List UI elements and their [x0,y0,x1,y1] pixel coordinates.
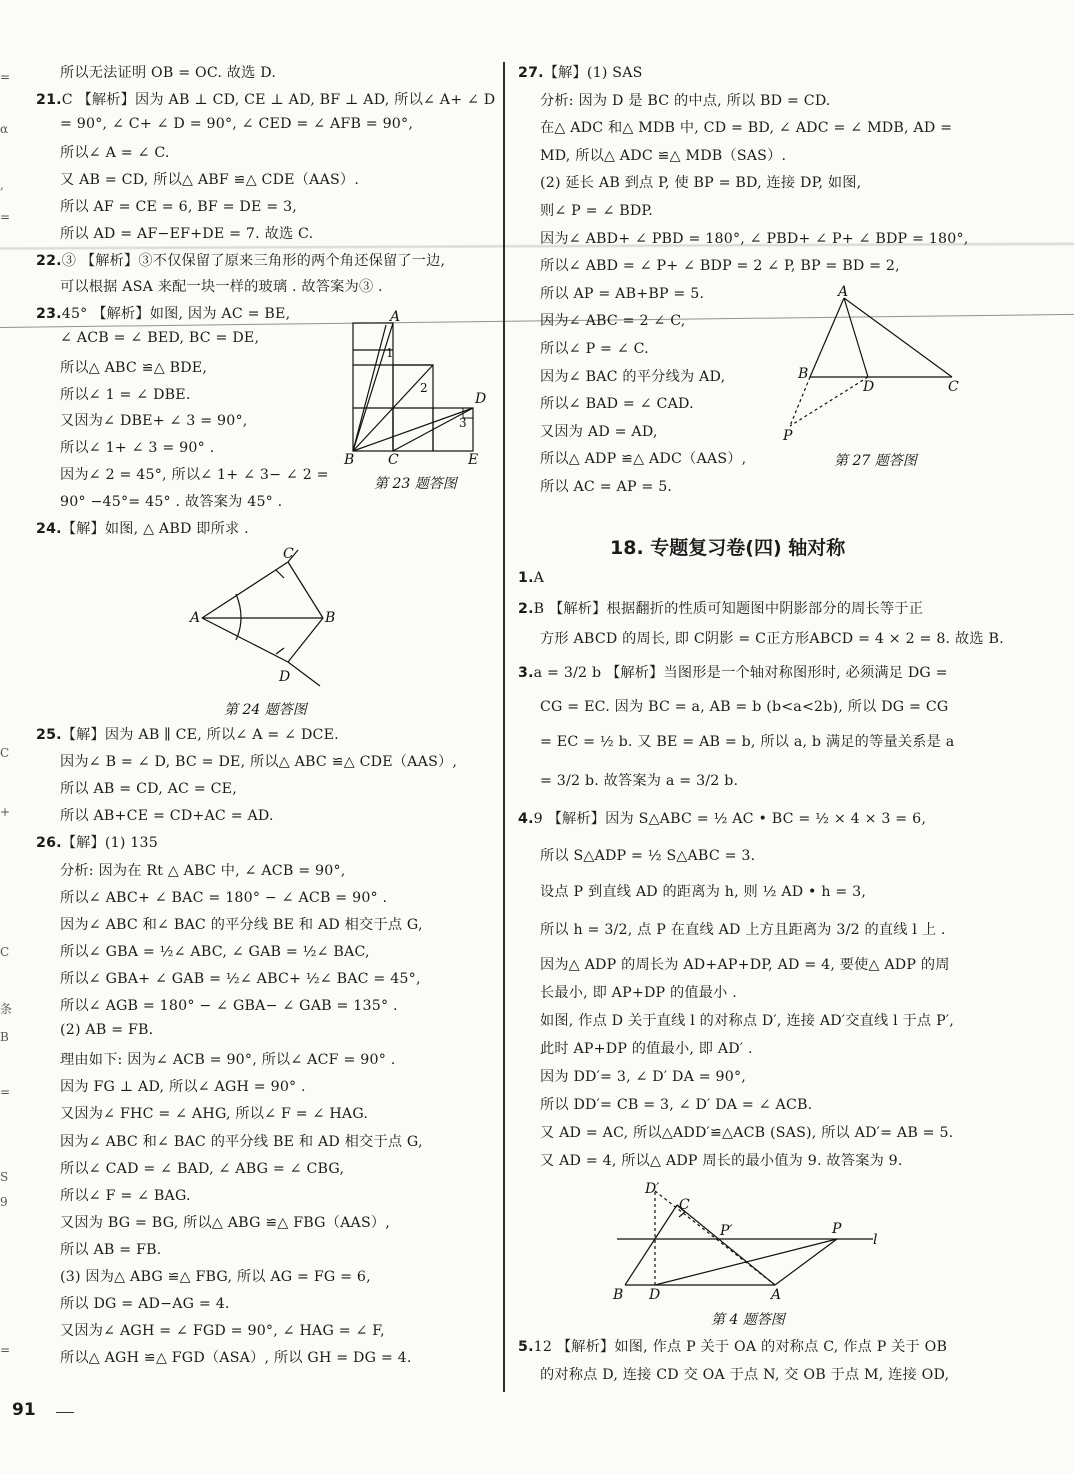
text-line [60,1320,385,1340]
line-text: 设点 P 到直线 AD 的距离为 h, 则 ½ AD • h = 3, [540,884,867,900]
fig4-caption: 第 4 题答图 [711,1312,785,1328]
text-line [60,169,359,189]
line-text: 所以∠ AGB = 180° − ∠ GBA− ∠ GAB = 135° . [60,998,398,1014]
line-text: 所以 DD′= CB = 3, ∠ D′ DA = ∠ ACB. [540,1097,813,1113]
line-text: 因为∠ 2 = 45°, 所以∠ 1+ ∠ 3− ∠ 2 = [60,467,329,483]
fig23-label-b: B [344,452,355,468]
line-text: = 3/2 b. 故答案为 a = 3/2 b. [540,773,739,789]
edge-fragment: = [0,210,11,224]
line-text: 所以△ ABC ≌△ BDE, [60,359,208,376]
edge-fragment: 条 [0,1002,13,1016]
text-line [60,941,370,961]
text-line [60,968,421,988]
line-text: 所以∠ 1+ ∠ 3 = 90° . [60,440,215,457]
line-text: 所以△ AGH ≌△ FGD（ASA）, 所以 GH = DG = 4. [60,1350,412,1367]
fig23-caption: 第 23 题答图 [374,476,457,492]
question-line [36,518,249,538]
line-text: 【解】如图, △ ABD 即所求 . [61,520,249,537]
line-text: 长最小, 即 AP+DP 的值最小 . [540,985,737,1001]
fig23-label-3: 3 [459,416,467,430]
line-text: 又 AD = 4, 所以△ ADP 周长的最小值为 9. 故答案为 9. [540,1153,903,1169]
line-text: 因为∠ BAC 的平分线为 AD, [540,368,726,385]
question-number: 1. [518,570,534,586]
line-text: 所以 h = 3/2, 点 P 在直线 AD 上方且距离为 3/2 的直线 l 上 . [540,922,946,938]
edge-fragment: C [0,746,10,760]
text-line [60,1103,368,1123]
line-text: 所以△ ADP ≌△ ADC（AAS）, [540,451,747,468]
text-line [540,1150,903,1170]
line-text: 所以∠ CAD = ∠ BAD, ∠ ABG = ∠ CBG, [60,1160,345,1177]
text-line [60,116,413,132]
text-line [60,62,276,82]
question-line [36,832,158,852]
line-text: B 【解析】根据翻折的性质可知题图中阴影部分的周长等于正 [533,601,924,617]
text-line [540,421,658,441]
text-line [540,1010,954,1030]
question-number: 22. [36,252,62,269]
question-line [518,62,643,82]
text-line [60,357,207,377]
fig23-label-d: D [475,391,487,407]
line-text: ③ 【解析】③不仅保留了原来三角形的两个角还保留了一边, [61,252,446,269]
line-text: 9 【解析】因为 S△ABC = ½ AC • BC = ½ × 4 × 3 = 6, [533,811,927,827]
fig27-label-d: D [863,379,875,395]
text-line [540,393,694,413]
line-text: 又因为 BG = BG, 所以△ ABG ≌△ FBG（AAS）, [60,1214,390,1231]
text-line [540,1066,746,1086]
figure-4 [605,1175,895,1334]
fig27-caption: 第 27 题答图 [834,453,917,469]
text-line [60,464,329,484]
question-number: 4. [518,811,534,827]
fig23-label-c: C [388,452,399,468]
fig24-label-c: C [283,546,294,562]
line-text: 因为∠ ABD+ ∠ PBD = 180°, ∠ PBD+ ∠ P+ ∠ BDP = 180°, [540,230,969,247]
section-title: 18. 专题复习卷(四) 轴对称 [610,537,846,559]
column-divider [503,62,505,1392]
question-number: 26. [36,835,62,852]
line-text: (2) 延长 AB 到点 P, 使 BP = BD, 连接 DP, 如图, [540,175,862,192]
text-line [60,330,259,346]
text-line [540,200,653,220]
fig24-label-d: D [279,669,291,685]
line-text: 所以∠ P = ∠ C. [540,341,649,357]
text-line [60,223,313,243]
text-line [540,90,831,110]
text-line [60,1185,191,1205]
question-line [518,598,923,618]
line-text: 理由如下: 因为∠ ACB = 90°, 所以∠ ACF = 90° . [60,1052,396,1069]
line-text: 分析: 因为在 Rt △ ABC 中, ∠ ACB = 90°, [60,862,346,879]
fig23-label-a: A [390,309,401,325]
line-text: 又因为 AD = AD, [540,423,658,440]
text-line [60,1158,344,1178]
text-line [60,1131,423,1151]
page-number: 91 [12,1400,36,1420]
line-text: MD, 所以△ ADC ≌△ MDB（SAS）. [540,147,787,164]
question-line [518,808,926,828]
fig27-label-p: P [783,428,793,444]
question-number: 21. [36,91,62,108]
fig4-label-d-prime: D′ [645,1181,660,1197]
line-text: 所以∠ GBA = ½∠ ABC, ∠ GAB = ½∠ BAC, [60,943,370,960]
text-line [540,954,950,974]
text-line [540,696,948,716]
line-text: 【解】(1) 135 [61,835,158,852]
text-line [540,731,954,751]
text-line [540,1122,953,1142]
text-line [60,1239,161,1259]
text-line [60,437,214,457]
text-line [540,117,952,137]
line-text: 的对称点 D, 连接 CD 交 OA 于点 N, 交 OB 于点 M, 连接 OD, [540,1367,950,1383]
text-line [60,751,457,771]
line-text: 【解】(1) SAS [543,65,643,81]
line-text: 此时 AP+DP 的值最小, 即 AD′ . [540,1041,753,1057]
fig27-label-a: A [838,284,849,300]
text-line [60,410,248,430]
line-text: 所以 AB+CE = CD+AC = AD. [60,808,274,825]
text-line [60,995,398,1015]
edge-fragment: = [0,1343,11,1357]
line-text: 所以无法证明 OB = OC. 故选 D. [60,65,277,81]
line-text: 因为∠ ABC 和∠ BAC 的平分线 BE 和 AD 相交于点 G, [60,916,423,933]
page-number-dash [56,1412,74,1413]
edge-fragment: , [0,178,4,192]
line-text: 所以 AB = CD, AC = CE, [60,781,237,798]
line-text: C 【解析】因为 AB ⊥ CD, CE ⊥ AD, BF ⊥ AD, 所以∠ A+ ∠ D [61,91,496,108]
line-text: 所以 AP = AB+BP = 5. [540,285,705,302]
question-line [36,89,495,109]
text-line [60,778,237,798]
edge-fragment: = [0,1085,11,1099]
line-text: 所以∠ GBA+ ∠ GAB = ½∠ ABC+ ½∠ BAC = 45°, [60,970,421,987]
text-line [60,196,297,216]
line-text: = 90°, ∠ C+ ∠ D = 90°, ∠ CED = ∠ AFB = 90°, [60,115,414,132]
line-text: 又 AB = CD, 所以△ ABF ≌△ CDE（AAS）. [60,172,360,189]
line-text: 所以 AF = CE = 6, BF = DE = 3, [60,199,297,215]
text-line [540,1094,812,1114]
text-line [540,228,968,248]
question-number: 5. [518,1339,534,1355]
figure-27 [780,283,980,477]
text-line [60,142,170,162]
fig4-label-c: C [679,1197,690,1213]
text-line [540,310,685,330]
fig23-label-e: E [468,452,479,468]
line-text: 又 AD = AC, 所以△ADD′≌△ACB (SAS), 所以 AD′= AB = 5. [540,1125,954,1141]
question-line [518,662,948,682]
fig4-label-p: P [832,1221,842,1237]
text-line [60,491,282,511]
text-line [540,881,866,901]
line-text: A [533,570,545,586]
line-text: 所以 AC = AP = 5. [540,479,673,495]
text-line [540,145,786,165]
line-text: (2) AB = FB. [60,1022,154,1039]
text-line [60,887,387,907]
line-text: 所以∠ ABC+ ∠ BAC = 180° − ∠ ACB = 90° . [60,889,388,906]
line-text: (3) 因为△ ABG ≌△ FBG, 所以 AG = FG = 6, [60,1269,371,1285]
line-text: 又因为∠ DBE+ ∠ 3 = 90°, [60,413,248,430]
line-text: ∠ ACB = ∠ BED, BC = DE, [60,330,260,346]
fig23-label-2: 2 [420,381,428,395]
fig4-label-a: A [771,1287,782,1303]
question-number: 25. [36,727,62,743]
line-text: 因为∠ ABC 和∠ BAC 的平分线 BE 和 AD 相交于点 G, [60,1133,423,1150]
question-number: 24. [36,520,62,537]
edge-fragment: B [0,1030,9,1044]
question-line [36,303,290,323]
line-text: 可以根据 ASA 来配一块一样的玻璃 . 故答案为③ . [60,279,383,296]
text-line [60,860,345,880]
line-text: 所以∠ BAD = ∠ CAD. [540,396,694,413]
fig24-caption: 第 24 题答图 [224,702,307,718]
question-number: 23. [36,306,62,323]
text-line [540,770,738,790]
edge-fragment: α [0,122,9,136]
text-line [540,1364,949,1384]
line-text: 所以∠ 1 = ∠ DBE. [60,386,191,403]
edge-fragment: + [0,805,11,819]
line-text: 所以∠ ABD = ∠ P+ ∠ BDP = 2 ∠ P, BP = BD = 2, [540,258,900,275]
text-line [540,283,704,303]
text-line [60,276,383,296]
line-text: 分析: 因为 D 是 BC 的中点, 所以 BD = CD. [540,92,831,109]
line-text: 又因为∠ FHC = ∠ AHG, 所以∠ F = ∠ HAG. [60,1106,369,1123]
text-line [540,448,746,468]
line-text: 方形 ABCD 的周长, 即 C阴影 = C正方形ABCD = 4 × 2 = 8. 故选 B. [540,631,1004,647]
edge-fragment: = [0,70,11,84]
question-line [36,250,445,270]
line-text: 因为△ ADP 的周长为 AD+AP+DP, AD = 4, 要使△ ADP 的周 [540,957,950,973]
fig24-label-a: A [190,610,201,626]
line-text: = EC = ½ b. 又 BE = AB = b, 所以 a, b 满足的等量关系是 a [540,734,955,750]
text-line [60,1076,306,1096]
text-line [540,172,861,192]
line-text: 90° −45°= 45° . 故答案为 45° . [60,493,283,510]
line-text: 在△ ADC 和△ MDB 中, CD = BD, ∠ ADC = ∠ MDB, AD = [540,120,953,137]
line-text: 所以 AB = FB. [60,1241,162,1258]
text-line [540,476,672,496]
text-line [540,982,737,1002]
line-text: 如图, 作点 D 关于直线 l 的对称点 D′, 连接 AD′交直线 l 于点 P′, [540,1013,954,1029]
line-text: 所以∠ A = ∠ C. [60,145,170,162]
text-line [60,1347,412,1367]
edge-fragment: C [0,945,10,959]
text-line [540,338,649,358]
figure-24 [180,540,340,724]
text-line [60,805,274,825]
line-text: 所以∠ F = ∠ BAG. [60,1187,191,1204]
line-text: 所以 DG = AD−AG = 4. [60,1296,230,1313]
fig27-label-c: C [948,379,959,395]
fig24-label-b: B [325,610,336,626]
edge-fragment: 9 [0,1195,8,1209]
figure-23 [340,305,490,499]
line-text: 因为∠ ABC = 2 ∠ C, [540,313,686,330]
text-line [60,1212,390,1232]
line-text: 则∠ P = ∠ BDP. [540,203,654,219]
text-line [60,384,191,404]
text-line [60,1049,395,1069]
text-line [60,1022,153,1038]
line-text: 因为 FG ⊥ AD, 所以∠ AGH = 90° . [60,1079,306,1096]
question-number: 27. [518,65,544,81]
line-text: 所以 AD = AF−EF+DE = 7. 故选 C. [60,225,314,242]
text-line [60,1266,371,1286]
text-line [540,1038,753,1058]
text-line [60,1293,230,1313]
line-text: a = 3/2 b 【解析】当图形是一个轴对称图形时, 必须满足 DG = [533,665,948,681]
text-line [540,628,1004,648]
question-number: 2. [518,601,534,617]
fig27-label-b: B [798,366,809,382]
line-text: 【解】因为 AB ∥ CE, 所以∠ A = ∠ DCE. [61,727,339,743]
text-line [540,919,946,939]
question-number: 3. [518,665,534,681]
question-line [518,1336,947,1356]
text-line [60,914,423,934]
question-line [518,570,544,586]
text-line [540,255,900,275]
edge-fragment: S [0,1170,9,1184]
fig4-label-p-prime: P′ [720,1223,733,1239]
line-text: 12 【解析】如图, 作点 P 关于 OA 的对称点 C, 作点 P 关于 OB [533,1339,948,1355]
line-text: CG = EC. 因为 BC = a, AB = b (b<a<2b), 所以 DG = CG [540,699,949,715]
text-line [540,366,725,386]
line-text: 因为 DD′= 3, ∠ D′ DA = 90°, [540,1069,746,1085]
line-text: 所以 S△ADP = ½ S△ABC = 3. [540,848,756,864]
line-text: 又因为∠ AGH = ∠ FGD = 90°, ∠ HAG = ∠ F, [60,1323,385,1340]
fig23-label-1: 1 [386,346,394,360]
text-line [540,845,755,865]
fig4-label-b: B [613,1287,624,1303]
question-line [36,724,339,744]
line-text: 因为∠ B = ∠ D, BC = DE, 所以△ ABC ≌△ CDE（AAS）, [60,754,458,771]
fig4-label-l: l [873,1232,878,1248]
line-text: 45° 【解析】如图, 因为 AC = BE, [61,306,291,323]
fig4-label-d: D [649,1287,661,1303]
